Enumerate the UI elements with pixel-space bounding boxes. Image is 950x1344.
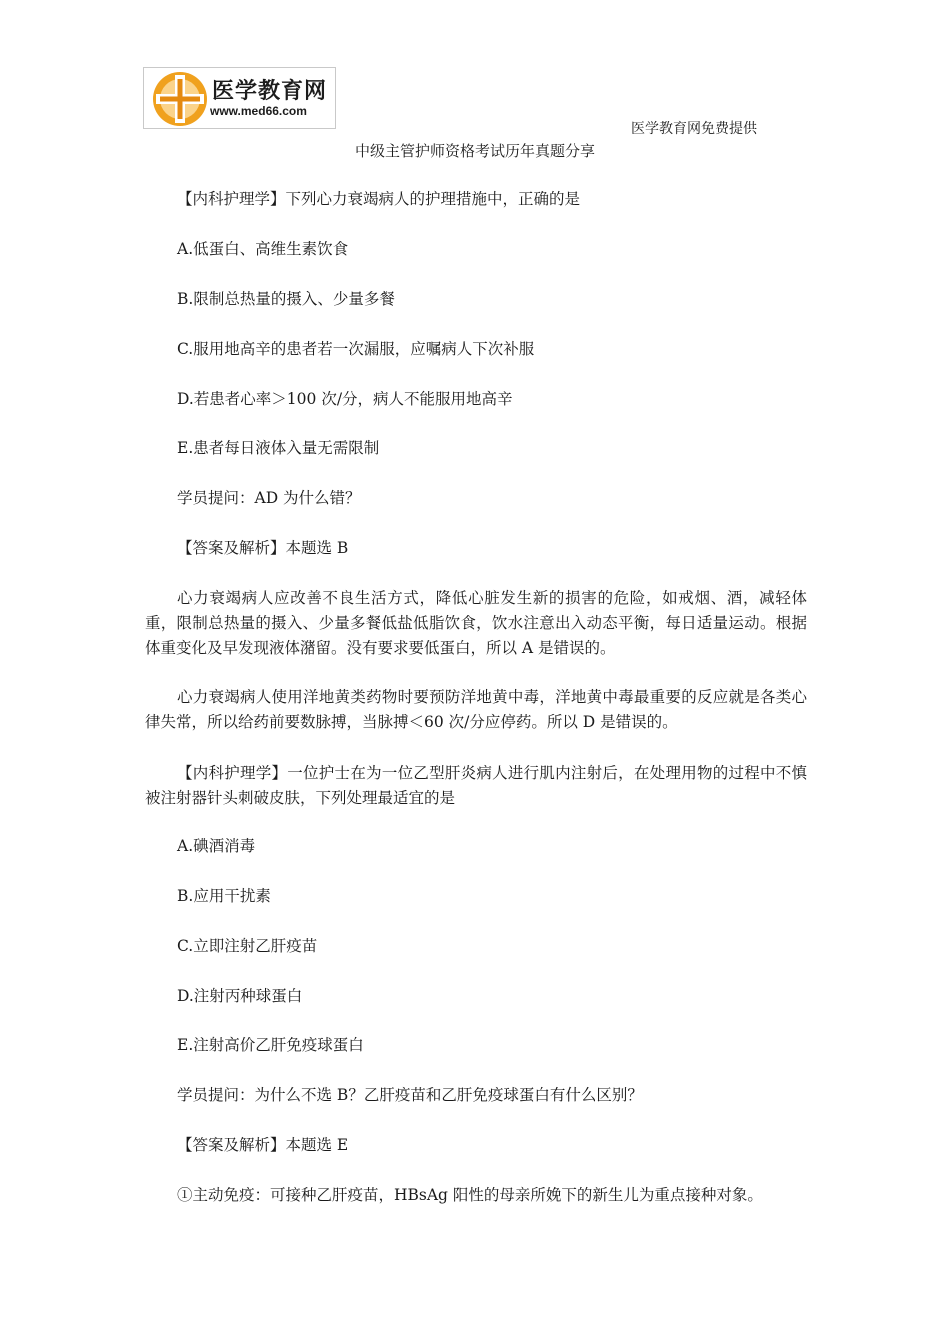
question-1-explanation-2: 心力衰竭病人使用洋地黄类药物时要预防洋地黄中毒，洋地黄中毒最重要的反应就是各类心律失常，所以给药前要数脉搏，当脉搏＜60 次/分应停药。所以 D 是错误的。 — [145, 688, 807, 731]
question-2-student-question: 学员提问：为什么不选 B？乙肝疫苗和乙肝免疫球蛋白有什么区别？ — [177, 1086, 643, 1104]
question-2-option-d: D.注射丙种球蛋白 — [177, 987, 303, 1005]
question-2-stem: 【内科护理学】一位护士在为一位乙型肝炎病人进行肌内注射后，在处理用物的过程中不慎被注射器针头刺破皮肤，下列处理最适宜的是 — [145, 764, 807, 807]
question-2-explanation-1: ①主动免疫：可接种乙肝疫苗，HBsAg 阳性的母亲所娩下的新生儿为重点接种对象。 — [177, 1186, 763, 1204]
page-title: 中级主管护师资格考试历年真题分享 — [354, 142, 595, 160]
question-1-option-b: B.限制总热量的摄入、少量多餐 — [177, 290, 395, 308]
provider-note: 医学教育网免费提供 — [631, 121, 757, 137]
question-1-option-e: E.患者每日液体入量无需限制 — [177, 439, 380, 457]
question-1-option-c: C.服用地高辛的患者若一次漏服，应嘱病人下次补服 — [177, 340, 535, 358]
question-2-option-e: E.注射高价乙肝免疫球蛋白 — [177, 1036, 364, 1054]
med66-logo — [143, 67, 336, 129]
question-2-option-b: B.应用干扰素 — [177, 887, 271, 905]
question-1-option-d: D.若患者心率＞100 次/分，病人不能服用地高辛 — [177, 390, 513, 408]
question-2-option-c: C.立即注射乙肝疫苗 — [177, 937, 318, 955]
logo-name: 医学教育网 — [212, 79, 328, 104]
question-2-answer: 【答案及解析】本题选 E — [177, 1136, 349, 1154]
question-1-stem: 【内科护理学】下列心力衰竭病人的护理措施中，正确的是 — [177, 190, 581, 208]
cross-emblem-icon — [149, 70, 211, 128]
question-2-option-a: A.碘酒消毒 — [177, 837, 256, 855]
logo-url: www.med66.com — [210, 104, 307, 118]
question-1-option-a: A.低蛋白、高维生素饮食 — [177, 240, 349, 258]
question-1-explanation-1: 心力衰竭病人应改善不良生活方式，降低心脏发生新的损害的危险，如戒烟、酒，减轻体重，限制总热量的摄入、少量多餐低盐低脂饮食，饮水注意出入动态平衡，每日适量运动。根据体重变化及早发现液体潴留。没有要求要低蛋白，所以 A 是错误的。 — [145, 589, 807, 657]
question-1-answer: 【答案及解析】本题选 B — [177, 539, 349, 557]
question-1-student-question: 学员提问：AD 为什么错？ — [177, 489, 361, 507]
